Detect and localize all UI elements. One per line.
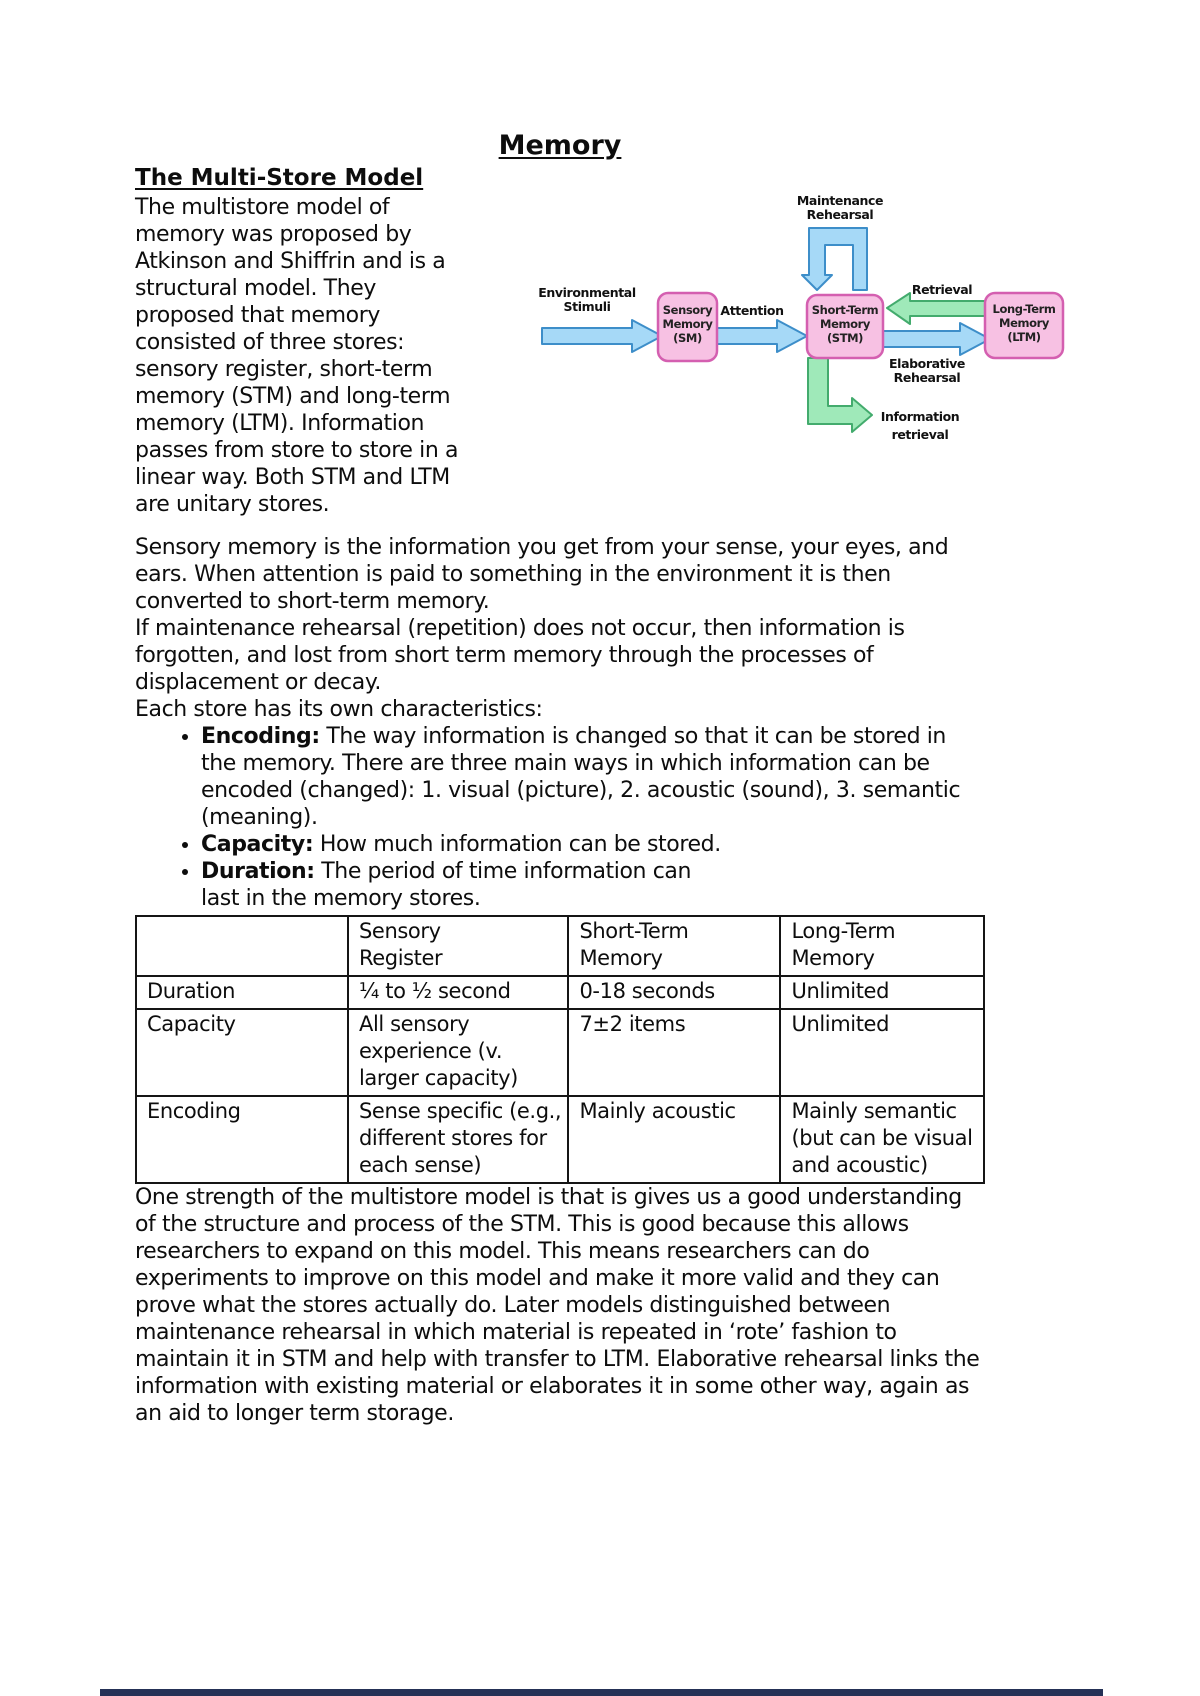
- svg-text:retrieval: retrieval: [891, 427, 949, 442]
- information-retrieval-label: Information: [880, 409, 960, 424]
- environmental-stimuli-label: Environmental: [538, 285, 636, 300]
- encoding-long-term: Mainly semantic (but can be visual and acoustic): [780, 1096, 984, 1183]
- duration-short-term: 0-18 seconds: [568, 976, 780, 1009]
- multi-store-model-diagram: [480, 178, 1065, 463]
- svg-text:Memory: Memory: [999, 316, 1049, 330]
- encoding-sensory-register: Sense specific (e.g., different stores for each sense): [348, 1096, 568, 1183]
- maintenance-rehearsal-label: Maintenance: [796, 193, 884, 208]
- paragraph-multistore-intro: The multistore model of memory was proposed by Atkinson and Shiffrin and is a structural model. They proposed that memory consisted of three stores: sensory register, short-term memory (STM) and long-term memory (LTM). Information passes from store to store in a linear way. Both STM and LTM are unitary stores.: [135, 195, 459, 517]
- duration-sensory-register: ¼ to ½ second: [348, 976, 568, 1009]
- header-sensory-register: Sensory Register: [348, 916, 568, 976]
- capacity-term: Capacity:: [201, 832, 314, 857]
- capacity-short-term: 7±2 items: [568, 1009, 780, 1096]
- row-label-capacity: Capacity: [136, 1009, 348, 1096]
- list-item-encoding: [201, 723, 985, 831]
- table-header-row: [136, 916, 984, 976]
- encoding-term: Encoding:: [201, 724, 320, 749]
- row-label-encoding: Encoding: [136, 1096, 348, 1183]
- header-long-term-memory: Long-Term Memory: [780, 916, 984, 976]
- maintenance-rehearsal-loop-arrow: [802, 228, 867, 290]
- retrieval-label: Retrieval: [911, 282, 973, 297]
- paragraph-characteristics-lead: Each store has its own characteristics:: [135, 697, 543, 722]
- capacity-long-term: Unlimited: [780, 1009, 984, 1096]
- svg-text:(LTM): (LTM): [1007, 330, 1041, 344]
- row-label-duration: Duration: [136, 976, 348, 1009]
- section-heading: The Multi-Store Model: [135, 165, 424, 191]
- table-row-encoding: [136, 1096, 984, 1183]
- paragraph-maintenance-rehearsal: If maintenance rehearsal (repetition) does not occur, then information is forgotten, and lost from short term memory through the processes of displacement or decay.: [135, 616, 905, 695]
- characteristics-list: [135, 723, 985, 912]
- table-row-duration: [136, 976, 984, 1009]
- encoding-definition: The way information is changed so that it can be stored in the memory. There are three main ways in which information can be encoded (changed): 1. visual (picture), 2. acoustic (sound), 3. semantic (meaning).: [201, 724, 961, 830]
- attention-label: Attention: [720, 303, 784, 318]
- capacity-definition: How much information can be stored.: [313, 832, 721, 857]
- svg-text:Rehearsal: Rehearsal: [806, 207, 874, 222]
- encoding-short-term: Mainly acoustic: [568, 1096, 780, 1183]
- duration-definition: The period of time information can last in the memory stores.: [201, 859, 692, 911]
- environmental-stimuli-arrow: [542, 320, 662, 352]
- sensory-memory-box-label: Sensory: [662, 303, 713, 317]
- document-content: [135, 130, 1056, 1427]
- retrieval-arrow: [887, 293, 985, 324]
- page-bottom-bar: [100, 1689, 1103, 1696]
- diagram-svg: [480, 178, 1065, 463]
- svg-text:(STM): (STM): [826, 331, 864, 345]
- capacity-sensory-register: All sensory experience (v. larger capacity): [348, 1009, 568, 1096]
- svg-text:Rehearsal: Rehearsal: [893, 370, 961, 385]
- svg-text:(SM): (SM): [673, 331, 702, 345]
- list-item-duration: [201, 858, 985, 912]
- duration-long-term: Unlimited: [780, 976, 984, 1009]
- header-short-term-memory: Short-Term Memory: [568, 916, 780, 976]
- short-term-memory-box-label: Short-Term: [811, 303, 879, 317]
- information-retrieval-arrow: [808, 358, 872, 432]
- svg-text:Memory: Memory: [662, 317, 713, 331]
- long-term-memory-box-label: Long-Term: [992, 302, 1056, 316]
- elaborative-rehearsal-arrow: [883, 323, 990, 355]
- attention-arrow: [717, 320, 807, 352]
- memory-stores-table: [135, 915, 985, 1184]
- paragraph-sensory-memory: Sensory memory is the information you get from your sense, your eyes, and ears. When attention is paid to something in the environment it is then converted to short-term memory.: [135, 535, 949, 614]
- header-blank-cell: [136, 916, 348, 976]
- duration-term: Duration:: [201, 859, 315, 884]
- page-title: Memory: [498, 130, 622, 161]
- list-item-capacity: [201, 831, 985, 858]
- paragraph-evaluation: One strength of the multistore model is that is gives us a good understanding of the structure and process of the STM. This is good because this allows researchers to expand on this model. This means researchers can do experiments to improve on this model and make it more valid and they can prove what the stores actually do. Later models distinguished between maintenance rehearsal in which material is repeated in ‘rote’ fashion to maintain it in STM and help with transfer to LTM. Elaborative rehearsal links the information with existing material or elaborates it in some other way, again as an aid to longer term storage.: [135, 1185, 980, 1426]
- body-text: [135, 193, 1056, 1427]
- svg-text:Stimuli: Stimuli: [563, 299, 611, 314]
- table-row-capacity: [136, 1009, 984, 1096]
- svg-text:Memory: Memory: [820, 317, 870, 331]
- elaborative-rehearsal-label: Elaborative: [889, 356, 965, 371]
